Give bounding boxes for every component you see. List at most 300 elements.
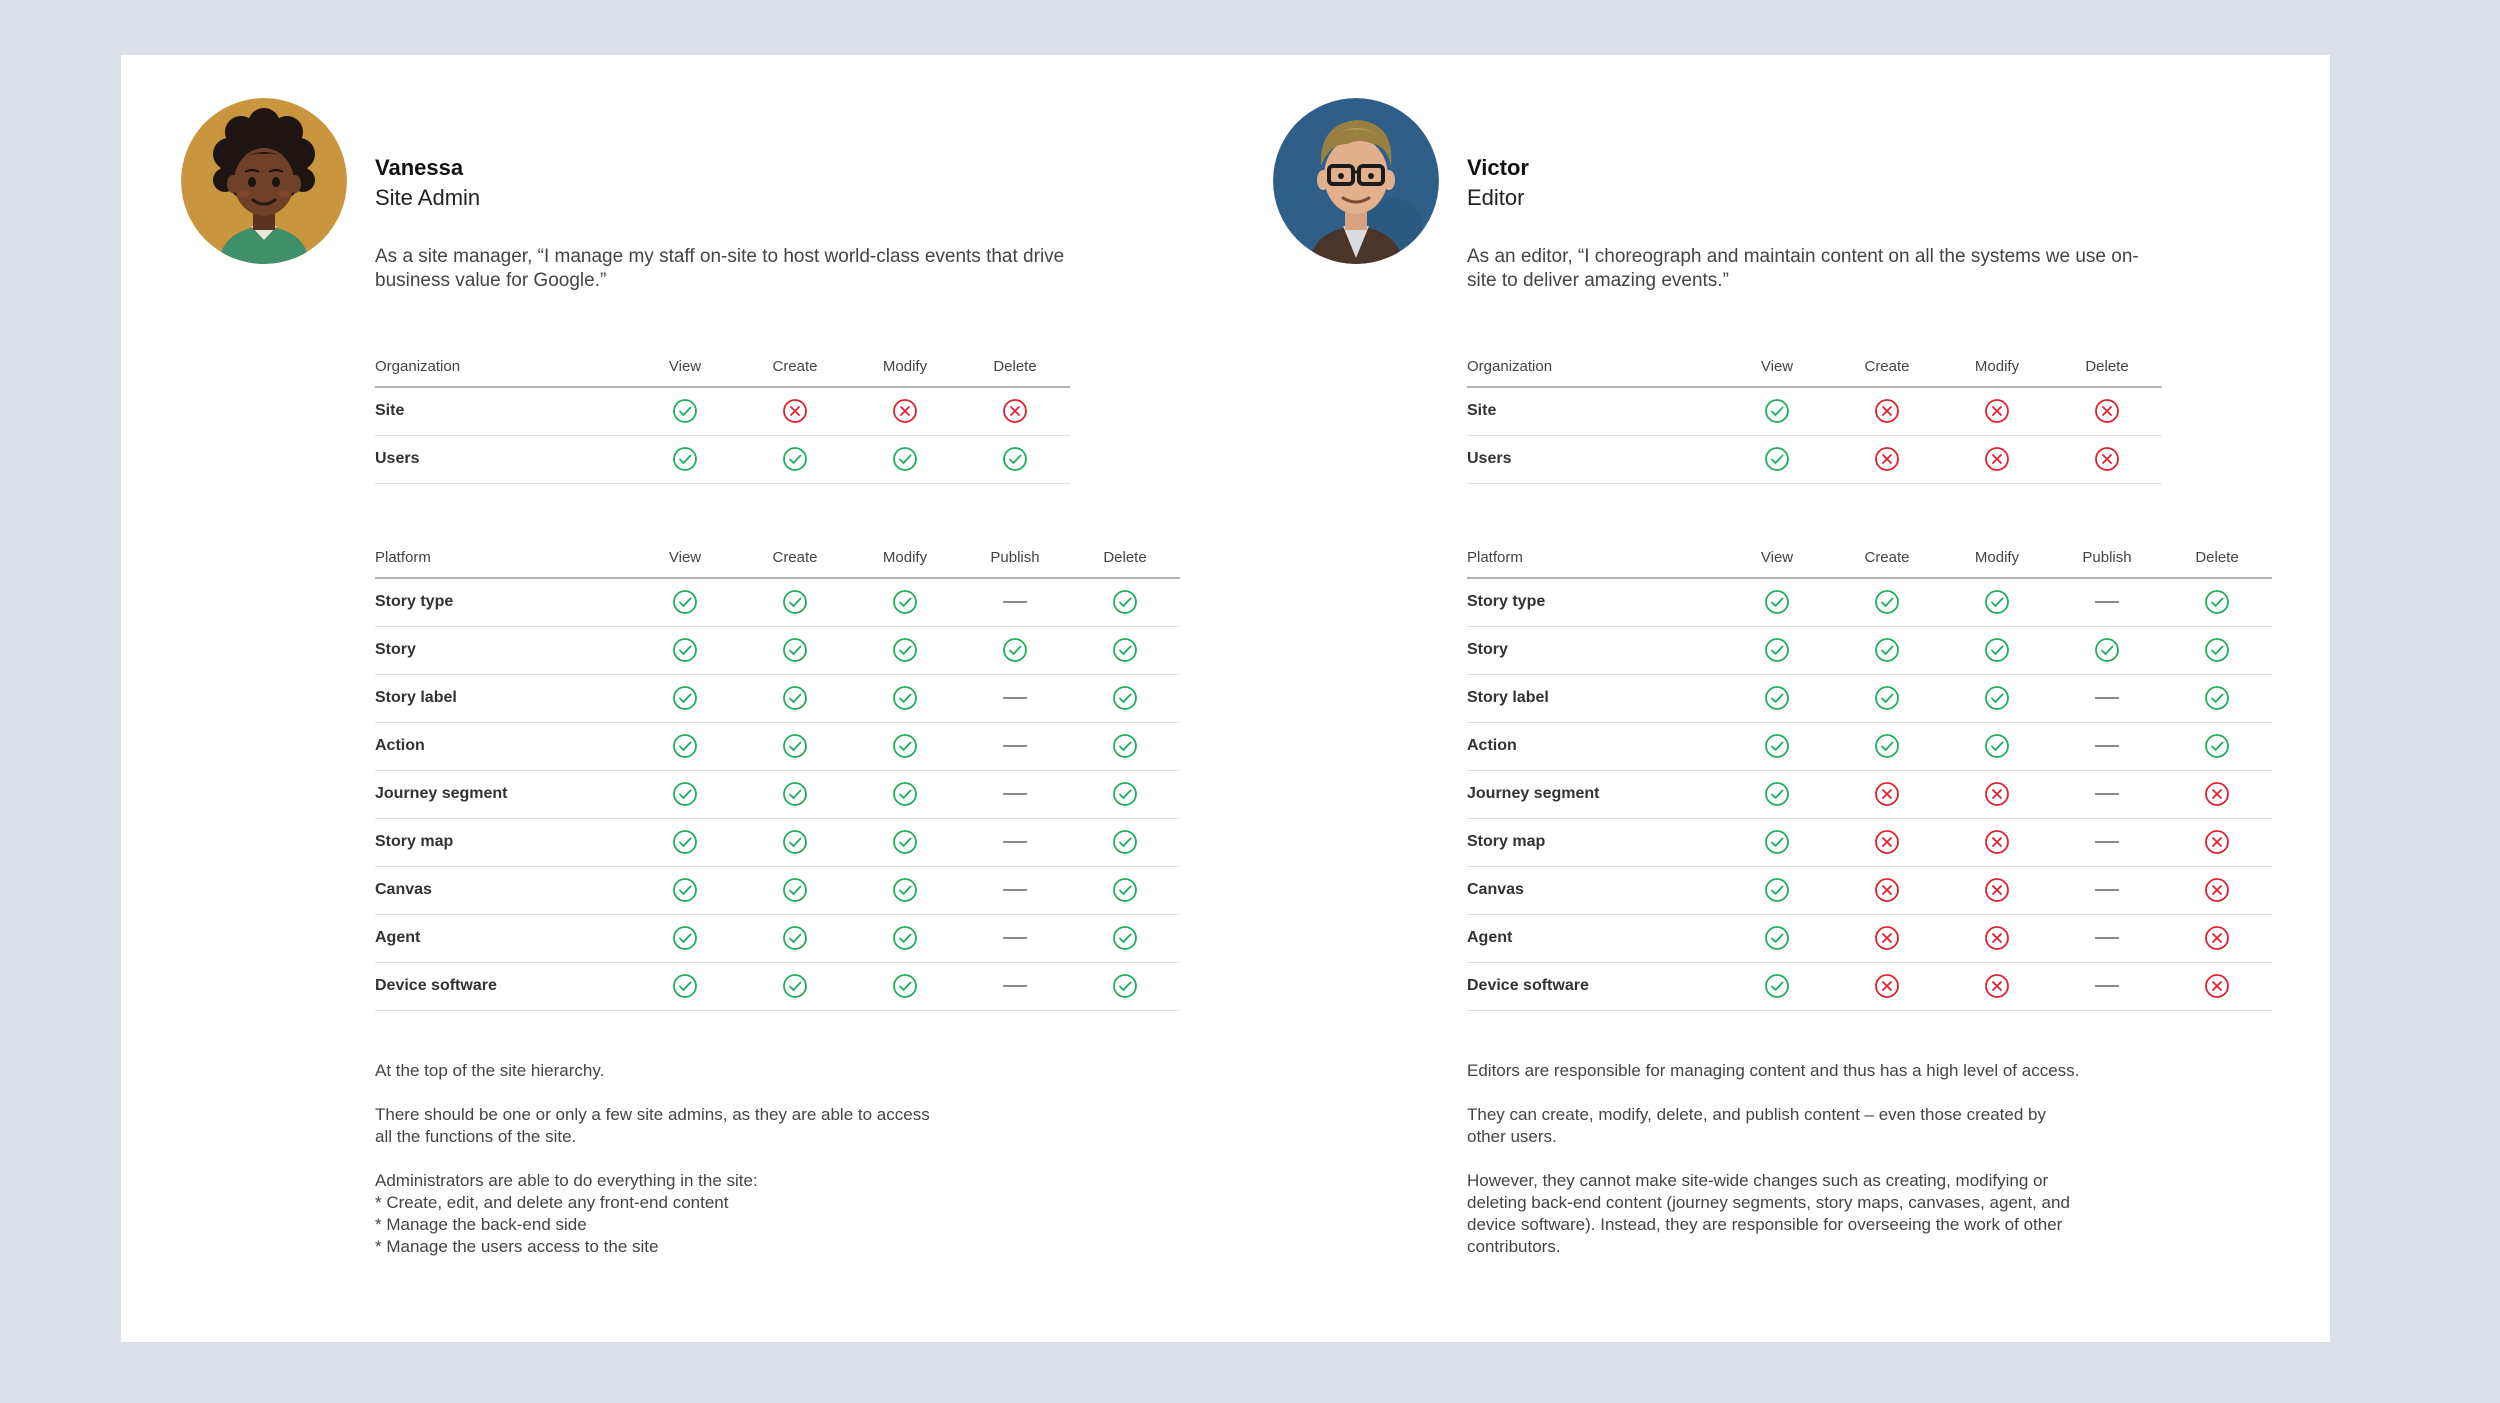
allowed-check-icon	[672, 733, 698, 759]
not-applicable-dash-icon	[1002, 685, 1028, 711]
permission-cell	[850, 578, 960, 626]
permission-cell	[2052, 722, 2162, 770]
permission-cell	[1070, 770, 1180, 818]
permission-cell	[1722, 818, 1832, 866]
persona-quote: As an editor, “I choreograph and maintain content on all the systems we use on-site to deliver amazing events.”	[1467, 246, 2139, 291]
permission-cell	[850, 962, 960, 1010]
row-label: Users	[1467, 435, 1722, 483]
note-paragraph	[1467, 1104, 2167, 1148]
permission-cell	[1832, 962, 1942, 1010]
table-row	[1467, 722, 2272, 770]
table-row	[375, 962, 1180, 1010]
not-applicable-dash-icon	[2094, 733, 2120, 759]
allowed-check-icon	[1112, 733, 1138, 759]
note-line: * Manage the back-end side	[375, 1215, 587, 1234]
allowed-check-icon	[2204, 685, 2230, 711]
row-label: Story type	[1467, 578, 1722, 626]
allowed-check-icon	[1764, 973, 1790, 999]
man-with-glasses-avatar-icon	[1273, 98, 1439, 264]
denied-cross-icon	[2204, 973, 2230, 999]
permission-cell	[2052, 674, 2162, 722]
note-line: * Manage the users access to the site	[375, 1237, 659, 1256]
allowed-check-icon	[1984, 733, 2010, 759]
not-applicable-dash-icon	[1002, 733, 1028, 759]
not-applicable-dash-icon	[2094, 877, 2120, 903]
allowed-check-icon	[2094, 637, 2120, 663]
denied-cross-icon	[1984, 925, 2010, 951]
permission-cell	[1722, 866, 1832, 914]
permission-cell	[960, 866, 1070, 914]
permission-cell	[960, 674, 1070, 722]
allowed-check-icon	[2204, 733, 2230, 759]
permission-cell	[850, 387, 960, 435]
not-applicable-dash-icon	[2094, 589, 2120, 615]
permission-cell	[2162, 626, 2272, 674]
note-line: contributors.	[1467, 1237, 1561, 1256]
allowed-check-icon	[892, 973, 918, 999]
permission-cell	[1070, 866, 1180, 914]
column-header-view: View	[1722, 347, 1832, 387]
column-header-view: View	[1722, 538, 1832, 578]
allowed-check-icon	[782, 733, 808, 759]
persona-notes	[1467, 1060, 2167, 1258]
permission-cell	[630, 674, 740, 722]
table-header-category: Platform	[375, 538, 630, 578]
allowed-check-icon	[672, 589, 698, 615]
permission-cell	[1942, 770, 2052, 818]
table-row	[375, 866, 1180, 914]
permission-cell	[2052, 914, 2162, 962]
allowed-check-icon	[1874, 637, 1900, 663]
note-line: other users.	[1467, 1127, 1557, 1146]
persona-name: Victor	[1467, 155, 1529, 180]
note-line: At the top of the site hierarchy.	[375, 1061, 605, 1080]
not-applicable-dash-icon	[1002, 877, 1028, 903]
allowed-check-icon	[1112, 973, 1138, 999]
column-header-view: View	[630, 538, 740, 578]
note-line: * Create, edit, and delete any front-end content	[375, 1193, 729, 1212]
permission-cell	[960, 914, 1070, 962]
permission-cell	[850, 435, 960, 483]
allowed-check-icon	[1112, 877, 1138, 903]
permission-cell	[960, 387, 1070, 435]
allowed-check-icon	[1764, 733, 1790, 759]
permission-cell	[630, 578, 740, 626]
allowed-check-icon	[782, 446, 808, 472]
denied-cross-icon	[782, 398, 808, 424]
permission-cell	[960, 626, 1070, 674]
denied-cross-icon	[2204, 925, 2230, 951]
allowed-check-icon	[892, 925, 918, 951]
denied-cross-icon	[2094, 398, 2120, 424]
table-row	[375, 435, 1070, 483]
column-header-publish: Publish	[2052, 538, 2162, 578]
permission-cell	[960, 578, 1070, 626]
note-line: Editors are responsible for managing content and thus has a high level of access.	[1467, 1061, 2080, 1080]
table-row	[375, 770, 1180, 818]
permission-cell	[1070, 578, 1180, 626]
table-header-category: Platform	[1467, 538, 1722, 578]
permission-cell	[2052, 866, 2162, 914]
permission-cell	[1070, 626, 1180, 674]
permission-cell	[630, 866, 740, 914]
allowed-check-icon	[782, 637, 808, 663]
allowed-check-icon	[1764, 685, 1790, 711]
row-label: Story type	[375, 578, 630, 626]
allowed-check-icon	[892, 877, 918, 903]
row-label: Journey segment	[1467, 770, 1722, 818]
column-header-delete: Delete	[960, 347, 1070, 387]
permission-cell	[1722, 962, 1832, 1010]
allowed-check-icon	[2204, 589, 2230, 615]
permission-cell	[1832, 387, 1942, 435]
not-applicable-dash-icon	[2094, 925, 2120, 951]
permission-cell	[630, 914, 740, 962]
denied-cross-icon	[1874, 925, 1900, 951]
permission-cell	[850, 866, 960, 914]
denied-cross-icon	[1984, 877, 2010, 903]
allowed-check-icon	[1874, 589, 1900, 615]
permission-cell	[1942, 818, 2052, 866]
not-applicable-dash-icon	[1002, 973, 1028, 999]
row-label: Agent	[375, 914, 630, 962]
row-label: Canvas	[1467, 866, 1722, 914]
allowed-check-icon	[782, 925, 808, 951]
allowed-check-icon	[1764, 925, 1790, 951]
permission-cell	[2162, 722, 2272, 770]
personas-card	[121, 55, 2330, 1342]
not-applicable-dash-icon	[2094, 829, 2120, 855]
permission-cell	[740, 962, 850, 1010]
allowed-check-icon	[672, 685, 698, 711]
allowed-check-icon	[892, 446, 918, 472]
permission-cell	[850, 914, 960, 962]
allowed-check-icon	[1112, 781, 1138, 807]
permission-cell	[960, 962, 1070, 1010]
column-header-delete: Delete	[1070, 538, 1180, 578]
denied-cross-icon	[1874, 398, 1900, 424]
permission-cell	[1942, 626, 2052, 674]
permission-cell	[1070, 914, 1180, 962]
permission-cell	[740, 914, 850, 962]
table-row	[1467, 962, 2272, 1010]
allowed-check-icon	[1984, 685, 2010, 711]
permission-cell	[740, 387, 850, 435]
row-label: Users	[375, 435, 630, 483]
table-row	[1467, 626, 2272, 674]
allowed-check-icon	[1764, 446, 1790, 472]
permission-cell	[850, 770, 960, 818]
column-header-create: Create	[1832, 347, 1942, 387]
column-header-modify: Modify	[1942, 538, 2052, 578]
permission-cell	[630, 387, 740, 435]
row-label: Action	[375, 722, 630, 770]
allowed-check-icon	[672, 446, 698, 472]
permission-cell	[2162, 962, 2272, 1010]
allowed-check-icon	[672, 781, 698, 807]
permission-cell	[1722, 770, 1832, 818]
allowed-check-icon	[782, 589, 808, 615]
permission-cell	[630, 722, 740, 770]
column-header-publish: Publish	[960, 538, 1070, 578]
allowed-check-icon	[892, 637, 918, 663]
table-row	[375, 674, 1180, 722]
permission-cell	[1722, 435, 1832, 483]
persona-quote: As a site manager, “I manage my staff on-site to host world-class events that drive business value for Google.”	[375, 246, 1065, 291]
note-paragraph	[1467, 1060, 2167, 1082]
not-applicable-dash-icon	[1002, 925, 1028, 951]
row-label: Story label	[1467, 674, 1722, 722]
table-row	[375, 387, 1070, 435]
permission-cell	[2052, 626, 2162, 674]
permission-cell	[740, 626, 850, 674]
denied-cross-icon	[892, 398, 918, 424]
allowed-check-icon	[1984, 589, 2010, 615]
denied-cross-icon	[1984, 973, 2010, 999]
note-line: However, they cannot make site-wide changes such as creating, modifying or	[1467, 1171, 2049, 1190]
permission-cell	[1722, 387, 1832, 435]
permission-cell	[1722, 914, 1832, 962]
not-applicable-dash-icon	[1002, 829, 1028, 855]
table-row	[1467, 674, 2272, 722]
allowed-check-icon	[782, 829, 808, 855]
permission-cell	[1832, 722, 1942, 770]
permission-cell	[630, 626, 740, 674]
persona-name: Vanessa	[375, 155, 464, 180]
permission-cell	[2162, 914, 2272, 962]
allowed-check-icon	[1002, 637, 1028, 663]
permission-cell	[630, 435, 740, 483]
permission-cell	[960, 722, 1070, 770]
table-row	[1467, 914, 2272, 962]
allowed-check-icon	[672, 925, 698, 951]
woman-avatar-icon	[181, 98, 347, 264]
permission-cell	[1070, 674, 1180, 722]
column-header-modify: Modify	[1942, 347, 2052, 387]
platform-permissions-table	[1467, 538, 2272, 1011]
permission-cell	[1070, 722, 1180, 770]
platform-permissions-table	[375, 538, 1180, 1011]
permission-cell	[1942, 435, 2052, 483]
denied-cross-icon	[1984, 398, 2010, 424]
row-label: Site	[375, 387, 630, 435]
denied-cross-icon	[2204, 829, 2230, 855]
permission-cell	[1722, 578, 1832, 626]
permission-cell	[1832, 626, 1942, 674]
allowed-check-icon	[892, 685, 918, 711]
permission-cell	[1942, 578, 2052, 626]
permission-cell	[630, 962, 740, 1010]
allowed-check-icon	[1764, 877, 1790, 903]
note-line: There should be one or only a few site admins, as they are able to access	[375, 1105, 930, 1124]
allowed-check-icon	[1984, 637, 2010, 663]
allowed-check-icon	[1764, 398, 1790, 424]
permission-cell	[2162, 818, 2272, 866]
permission-cell	[740, 674, 850, 722]
not-applicable-dash-icon	[2094, 685, 2120, 711]
permission-cell	[1722, 674, 1832, 722]
column-header-view: View	[630, 347, 740, 387]
allowed-check-icon	[672, 877, 698, 903]
permission-cell	[1070, 962, 1180, 1010]
column-header-create: Create	[740, 347, 850, 387]
allowed-check-icon	[892, 733, 918, 759]
persona-vanessa	[121, 55, 1221, 1342]
table-row	[1467, 387, 2162, 435]
permission-cell	[1942, 962, 2052, 1010]
table-row	[375, 578, 1180, 626]
permission-cell	[960, 770, 1070, 818]
permission-cell	[850, 818, 960, 866]
persona-role: Editor	[1467, 185, 1525, 210]
permission-cell	[1832, 578, 1942, 626]
permission-cell	[1942, 914, 2052, 962]
allowed-check-icon	[782, 781, 808, 807]
column-header-create: Create	[740, 538, 850, 578]
permission-cell	[740, 578, 850, 626]
table-row	[375, 626, 1180, 674]
denied-cross-icon	[1984, 829, 2010, 855]
not-applicable-dash-icon	[1002, 781, 1028, 807]
denied-cross-icon	[2204, 877, 2230, 903]
row-label: Device software	[375, 962, 630, 1010]
not-applicable-dash-icon	[1002, 589, 1028, 615]
allowed-check-icon	[2204, 637, 2230, 663]
permission-cell	[850, 626, 960, 674]
allowed-check-icon	[672, 973, 698, 999]
permission-cell	[850, 674, 960, 722]
column-header-delete: Delete	[2162, 538, 2272, 578]
column-header-modify: Modify	[850, 347, 960, 387]
row-label: Story map	[375, 818, 630, 866]
allowed-check-icon	[782, 973, 808, 999]
row-label: Device software	[1467, 962, 1722, 1010]
allowed-check-icon	[1112, 637, 1138, 663]
allowed-check-icon	[1002, 446, 1028, 472]
row-label: Journey segment	[375, 770, 630, 818]
note-paragraph	[375, 1060, 1075, 1082]
denied-cross-icon	[1984, 781, 2010, 807]
allowed-check-icon	[1112, 685, 1138, 711]
column-header-modify: Modify	[850, 538, 960, 578]
allowed-check-icon	[672, 398, 698, 424]
permission-cell	[740, 866, 850, 914]
allowed-check-icon	[1112, 589, 1138, 615]
row-label: Story	[1467, 626, 1722, 674]
table-row	[1467, 866, 2272, 914]
permission-cell	[740, 818, 850, 866]
table-row	[1467, 818, 2272, 866]
persona-role: Site Admin	[375, 185, 481, 210]
table-row	[375, 818, 1180, 866]
permission-cell	[740, 770, 850, 818]
denied-cross-icon	[1874, 446, 1900, 472]
permission-cell	[960, 818, 1070, 866]
persona-notes	[375, 1060, 1075, 1258]
denied-cross-icon	[2204, 781, 2230, 807]
note-paragraph	[375, 1104, 1075, 1148]
allowed-check-icon	[1764, 781, 1790, 807]
allowed-check-icon	[892, 781, 918, 807]
permission-cell	[2052, 435, 2162, 483]
permission-cell	[1832, 866, 1942, 914]
note-line: They can create, modify, delete, and publish content – even those created by	[1467, 1105, 2046, 1124]
row-label: Site	[1467, 387, 1722, 435]
persona-victor	[1213, 55, 2313, 1342]
permission-cell	[2162, 578, 2272, 626]
allowed-check-icon	[892, 829, 918, 855]
permission-cell	[2052, 578, 2162, 626]
organization-permissions-table	[375, 347, 1070, 484]
allowed-check-icon	[782, 877, 808, 903]
denied-cross-icon	[1002, 398, 1028, 424]
note-line: Administrators are able to do everything in the site:	[375, 1171, 758, 1190]
permission-cell	[1832, 818, 1942, 866]
permission-cell	[2162, 674, 2272, 722]
permission-cell	[1942, 866, 2052, 914]
permission-cell	[2052, 818, 2162, 866]
permission-cell	[1070, 818, 1180, 866]
note-line: all the functions of the site.	[375, 1127, 577, 1146]
table-header-category: Organization	[375, 347, 630, 387]
permission-cell	[2052, 962, 2162, 1010]
permission-cell	[2162, 770, 2272, 818]
row-label: Canvas	[375, 866, 630, 914]
permission-cell	[1942, 387, 2052, 435]
permission-cell	[1722, 626, 1832, 674]
allowed-check-icon	[672, 829, 698, 855]
not-applicable-dash-icon	[2094, 973, 2120, 999]
permission-cell	[1722, 722, 1832, 770]
permission-cell	[1832, 435, 1942, 483]
column-header-create: Create	[1832, 538, 1942, 578]
table-row	[1467, 435, 2162, 483]
allowed-check-icon	[1874, 685, 1900, 711]
allowed-check-icon	[672, 637, 698, 663]
table-row	[1467, 770, 2272, 818]
permission-cell	[1942, 722, 2052, 770]
denied-cross-icon	[1874, 877, 1900, 903]
permission-cell	[1832, 770, 1942, 818]
permission-cell	[2052, 770, 2162, 818]
permission-cell	[2162, 866, 2272, 914]
not-applicable-dash-icon	[2094, 781, 2120, 807]
permission-cell	[1942, 674, 2052, 722]
allowed-check-icon	[892, 589, 918, 615]
row-label: Story	[375, 626, 630, 674]
note-line: deleting back-end content (journey segments, story maps, canvases, agent, and	[1467, 1193, 2070, 1212]
note-paragraph	[1467, 1170, 2167, 1258]
allowed-check-icon	[1874, 733, 1900, 759]
allowed-check-icon	[1112, 829, 1138, 855]
note-line: device software). Instead, they are responsible for overseeing the work of other	[1467, 1215, 2063, 1234]
note-paragraph	[375, 1170, 1075, 1258]
permission-cell	[850, 722, 960, 770]
allowed-check-icon	[1764, 589, 1790, 615]
permission-cell	[960, 435, 1070, 483]
permission-cell	[740, 722, 850, 770]
table-row	[375, 914, 1180, 962]
allowed-check-icon	[1764, 829, 1790, 855]
row-label: Story label	[375, 674, 630, 722]
table-header-category: Organization	[1467, 347, 1722, 387]
denied-cross-icon	[1874, 829, 1900, 855]
row-label: Agent	[1467, 914, 1722, 962]
permission-cell	[2052, 387, 2162, 435]
organization-permissions-table	[1467, 347, 2162, 484]
row-label: Story map	[1467, 818, 1722, 866]
permission-cell	[630, 770, 740, 818]
